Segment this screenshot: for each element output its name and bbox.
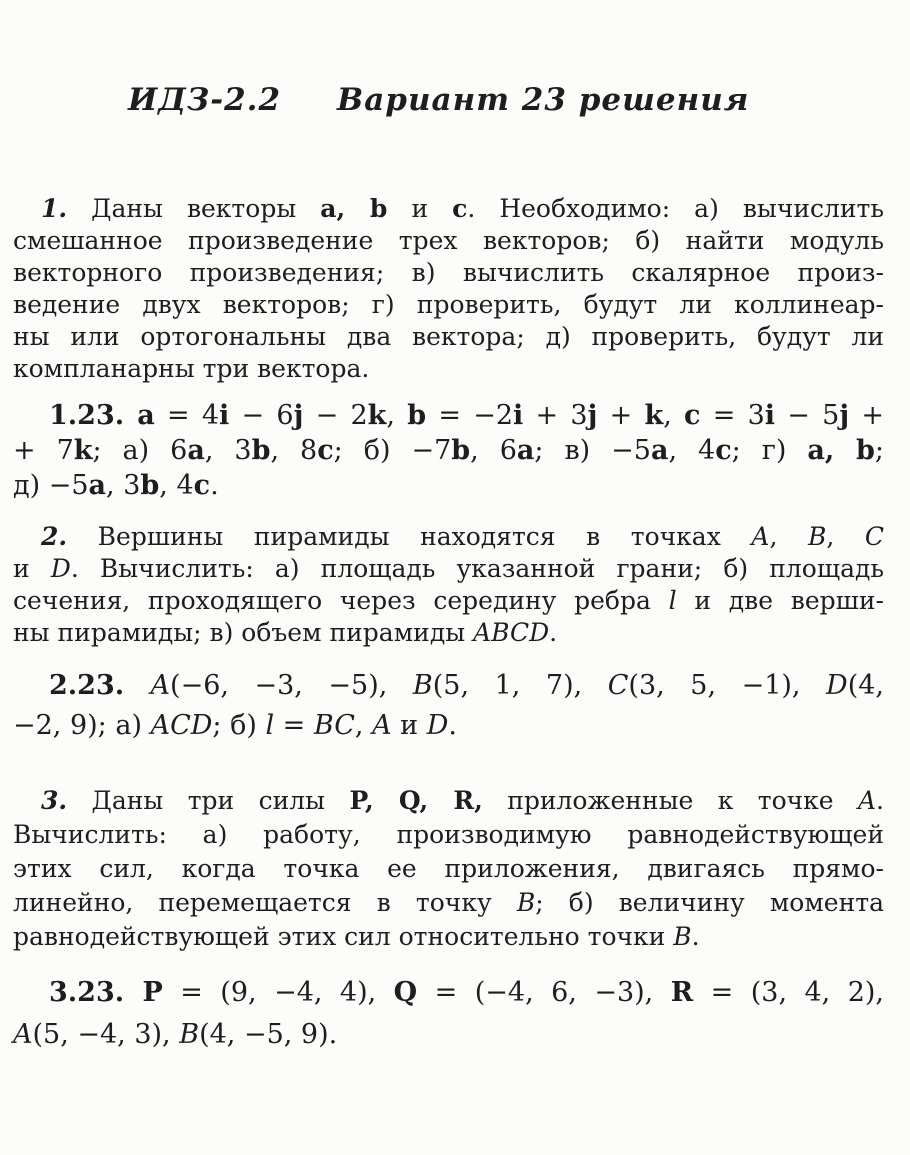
text-run: , 8 [270, 435, 318, 466]
problem-2-statement [13, 521, 884, 649]
text-run: A [857, 786, 877, 815]
text-run: a [516, 435, 535, 466]
problem-3-statement [13, 784, 884, 954]
text-run: (4, −5, 9). [199, 1019, 338, 1050]
text-run: ; б) величину момента [535, 888, 884, 917]
text-line [13, 972, 884, 1014]
text-run: i [513, 400, 524, 431]
text-run: и [13, 554, 51, 583]
text-run: ; г) [731, 435, 808, 466]
text-run: C [864, 522, 884, 551]
text-run: и [387, 194, 453, 223]
text-run: l [265, 710, 275, 741]
text-run: , [386, 400, 408, 431]
text-run: k [367, 400, 387, 431]
text-run: Q [393, 977, 418, 1008]
text-run: B [807, 522, 827, 551]
text-run: равнодействующей этих сил относительно точки [13, 922, 674, 951]
text-run: смешанное произведение трех векторов; б) найти модуль [13, 226, 884, 255]
text-run: a, b [320, 194, 388, 223]
text-run: , 4 [159, 470, 194, 501]
text-line [13, 784, 884, 818]
text-run: , [354, 710, 373, 741]
text-run: = −2 [426, 400, 514, 431]
text-run: k [644, 400, 664, 431]
text-run: b [140, 470, 160, 501]
text-run: b [451, 435, 471, 466]
document-header [128, 82, 749, 118]
text-line [13, 433, 884, 468]
header-assignment-code: ИДЗ-2.2 [128, 82, 282, 118]
text-run: ; б) [212, 710, 266, 741]
problem-1-data [13, 398, 884, 503]
text-run: A [751, 522, 770, 551]
text-run: c [193, 470, 211, 501]
text-run: Вершины пирамиды находятся в точках [67, 522, 752, 551]
text-run: 2. [41, 522, 68, 551]
text-line [13, 398, 884, 433]
text-run: и две верши- [676, 586, 884, 615]
text-run: = [274, 710, 314, 741]
text-run: ABCD [473, 618, 550, 647]
text-run: − 5 [775, 400, 840, 431]
text-run: k [73, 435, 93, 466]
text-line [13, 666, 884, 706]
problem-2-data [13, 666, 884, 746]
problem-3-data [13, 972, 884, 1056]
text-run: −2, 9); а) [13, 710, 151, 741]
text-run: = 4 [154, 400, 220, 431]
text-run: Даны векторы [67, 194, 321, 223]
text-run: = (−4, 6, −3), [417, 977, 671, 1008]
text-run: b [407, 400, 427, 431]
text-run: ; в) −5 [534, 435, 651, 466]
text-run: сечения, проходящего через середину ребра [13, 586, 669, 615]
text-run: P, Q, R, [349, 786, 483, 815]
text-run: , 3 [204, 435, 252, 466]
text-run: j [293, 400, 304, 431]
text-line [13, 553, 884, 585]
text-run: c [715, 435, 732, 466]
text-run: д) −5 [13, 470, 89, 501]
text-run: , [663, 400, 685, 431]
text-run: ; б) −7 [333, 435, 452, 466]
text-run: ведение двух векторов; г) проверить, будут ли коллинеар- [13, 290, 884, 319]
text-line [13, 289, 884, 321]
text-run: B [179, 1019, 200, 1050]
text-run: R [670, 977, 694, 1008]
text-run: j [839, 400, 850, 431]
text-run: . Вычислить: а) площадь указанной грани; б) площадь [70, 554, 884, 583]
text-run: c [452, 194, 468, 223]
text-run: ; [874, 435, 885, 466]
text-run: . [876, 786, 884, 815]
text-run: − 6 [229, 400, 294, 431]
text-run: C [607, 670, 629, 701]
text-run: Даны три силы [67, 786, 350, 815]
text-run: + 3 [523, 400, 588, 431]
text-run: D [426, 710, 449, 741]
text-run: , [826, 522, 865, 551]
text-line [13, 818, 884, 852]
text-run: = (9, −4, 4), [162, 977, 394, 1008]
text-run: (5, −4, 3), [32, 1019, 180, 1050]
document-body [13, 193, 884, 1056]
text-line [13, 193, 884, 225]
text-line [13, 1014, 884, 1056]
text-run: c [317, 435, 334, 466]
text-run: a [88, 470, 107, 501]
text-line [13, 257, 884, 289]
text-run: c [684, 400, 701, 431]
text-run: 1. [41, 194, 68, 223]
text-run: (5, 1, 7), [432, 670, 608, 701]
text-run: B [412, 670, 433, 701]
text-run: = (3, 4, 2), [693, 977, 885, 1008]
text-run: + [597, 400, 645, 431]
text-run: компланарны три вектора. [13, 354, 370, 383]
text-run: i [219, 400, 230, 431]
text-run: . [448, 710, 457, 741]
text-run: l [668, 586, 677, 615]
text-run: этих сил, когда точка ее приложения, двигаясь прямо- [13, 854, 884, 883]
text-run: B [673, 922, 692, 951]
text-line [13, 521, 884, 553]
text-line [13, 617, 884, 649]
text-line [13, 353, 884, 385]
text-run: a [137, 400, 155, 431]
text-run: ны пирамиды; в) объем пирамиды [13, 618, 474, 647]
text-run: A [13, 1019, 33, 1050]
text-run: ; а) 6 [92, 435, 188, 466]
text-run: − 2 [303, 400, 368, 431]
text-run: 3. [41, 786, 68, 815]
text-run: ны или ортогональны два вектора; д) проверить, будут ли [13, 322, 884, 351]
text-line [13, 585, 884, 617]
text-run: D [826, 670, 848, 701]
text-run: 2.23. [49, 670, 151, 701]
text-line [13, 468, 884, 503]
text-run: линейно, перемещается в точку [13, 888, 517, 917]
text-run: . [210, 470, 219, 501]
text-run: и [391, 710, 427, 741]
text-run: + [849, 400, 885, 431]
text-run: , 4 [668, 435, 716, 466]
text-run: , [769, 522, 808, 551]
text-run: B [516, 888, 536, 917]
text-run: a, b [807, 435, 875, 466]
text-run: ACD [150, 710, 213, 741]
text-run: 1.23. [49, 400, 138, 431]
text-run: приложенные к точке [482, 786, 858, 815]
text-run: P [142, 977, 163, 1008]
text-run: . [691, 922, 700, 951]
text-run: j [587, 400, 598, 431]
text-run: Вычислить: а) работу, производимую равнодействующей [13, 820, 884, 849]
text-run: (−6, −3, −5), [170, 670, 413, 701]
text-line [13, 321, 884, 353]
text-line [13, 706, 884, 746]
text-run: . Необходимо: а) вычислить [467, 194, 884, 223]
header-variant-title: Вариант 23 решения [337, 82, 750, 118]
text-run: b [251, 435, 271, 466]
text-run: i [764, 400, 776, 431]
text-run: a [187, 435, 205, 466]
text-run: + 7 [13, 435, 74, 466]
text-line [13, 920, 884, 954]
text-run: D [50, 554, 71, 583]
text-run: , 6 [470, 435, 517, 466]
text-run: векторного произведения; в) вычислить скалярное произ- [13, 258, 884, 287]
text-run: . [549, 618, 558, 647]
problem-1-statement [13, 193, 884, 385]
text-run: = 3 [700, 400, 765, 431]
text-run: 3.23. [49, 977, 143, 1008]
text-line [13, 886, 884, 920]
text-run: a [650, 435, 669, 466]
text-run: (4, [847, 670, 884, 701]
text-run: A [372, 710, 392, 741]
text-run: , 3 [106, 470, 141, 501]
text-run: (3, 5, −1), [628, 670, 827, 701]
text-run: A [150, 670, 171, 701]
text-run: BC [313, 710, 355, 741]
text-line [13, 225, 884, 257]
text-line [13, 852, 884, 886]
